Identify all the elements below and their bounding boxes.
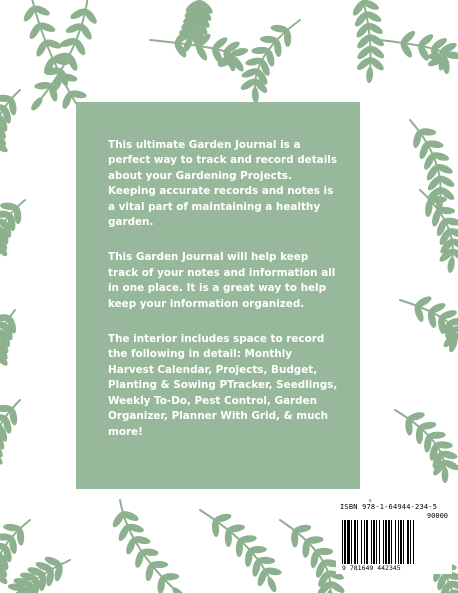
barcode-bar [398,520,399,564]
leaf-sprig [0,400,20,473]
barcode-bar [344,520,346,564]
barcode-bar [361,520,362,564]
barcode-bar [351,520,352,564]
barcode-bar [403,520,404,564]
leaf-sprig [7,555,70,593]
barcode-bar [354,520,356,564]
barcode-bar [391,520,392,564]
leaf-sprig [395,410,458,483]
barcode-bar [407,520,409,564]
barcode-bar [366,520,368,564]
barcode-bars [342,520,446,564]
barcode-bar [400,520,402,564]
barcode-bar [413,520,414,564]
barcode-bar [383,520,384,564]
leaf-sprig [420,190,458,273]
leaf-sprig [380,29,458,75]
barcode-bar [395,520,396,564]
description-paragraph-2: This Garden Journal will help keep track of your notes and information all in one place. It is a great way to help keep your information organized. [108,251,336,310]
barcode-bar [357,520,358,564]
barcode-bar [373,520,375,564]
description-paragraph-1: This ultimate Garden Journal is a perfect way to track and record details about your Gardening Projects. Keeping accurate records and notes is a vital part of maintaining a healthy garden. [108,139,337,229]
leaf-sprig [0,310,18,373]
barcode-bar [364,520,365,564]
leaf-sprig [0,200,25,263]
barcode-price-code: 90000 [426,512,448,520]
barcode-bar [388,520,390,564]
barcode-bar [376,520,377,564]
barcode-digits: 9 781649 442345 [342,564,401,572]
description-paragraph-3: The interior includes space to record the following in detail: Monthly Harvest Calendar, Projects, Budget, Planting & Sowing PTracker, Seedlings, Weekly To-Do, Pest Control, Garden Organizer, Planner With Grid, & much more! [108,333,338,438]
isbn-number: ISBN 978-1-64944-234-5 [340,503,438,511]
barcode-bar [410,520,411,564]
barcode-bar [347,520,350,564]
barcode-bar [385,520,387,564]
barcode-bar [379,520,380,564]
barcode-bar [371,520,372,564]
leaf-sprig [400,294,458,353]
leaf-sprig [29,0,99,112]
leaf-sprig [239,20,300,103]
isbn-barcode [336,502,452,574]
leaf-sprig [351,0,386,83]
leaf-sprig [200,510,282,593]
leaf-sprig [111,500,187,593]
barcode-bar [342,520,343,564]
description-panel [76,102,360,489]
leaf-sprig [0,90,20,163]
